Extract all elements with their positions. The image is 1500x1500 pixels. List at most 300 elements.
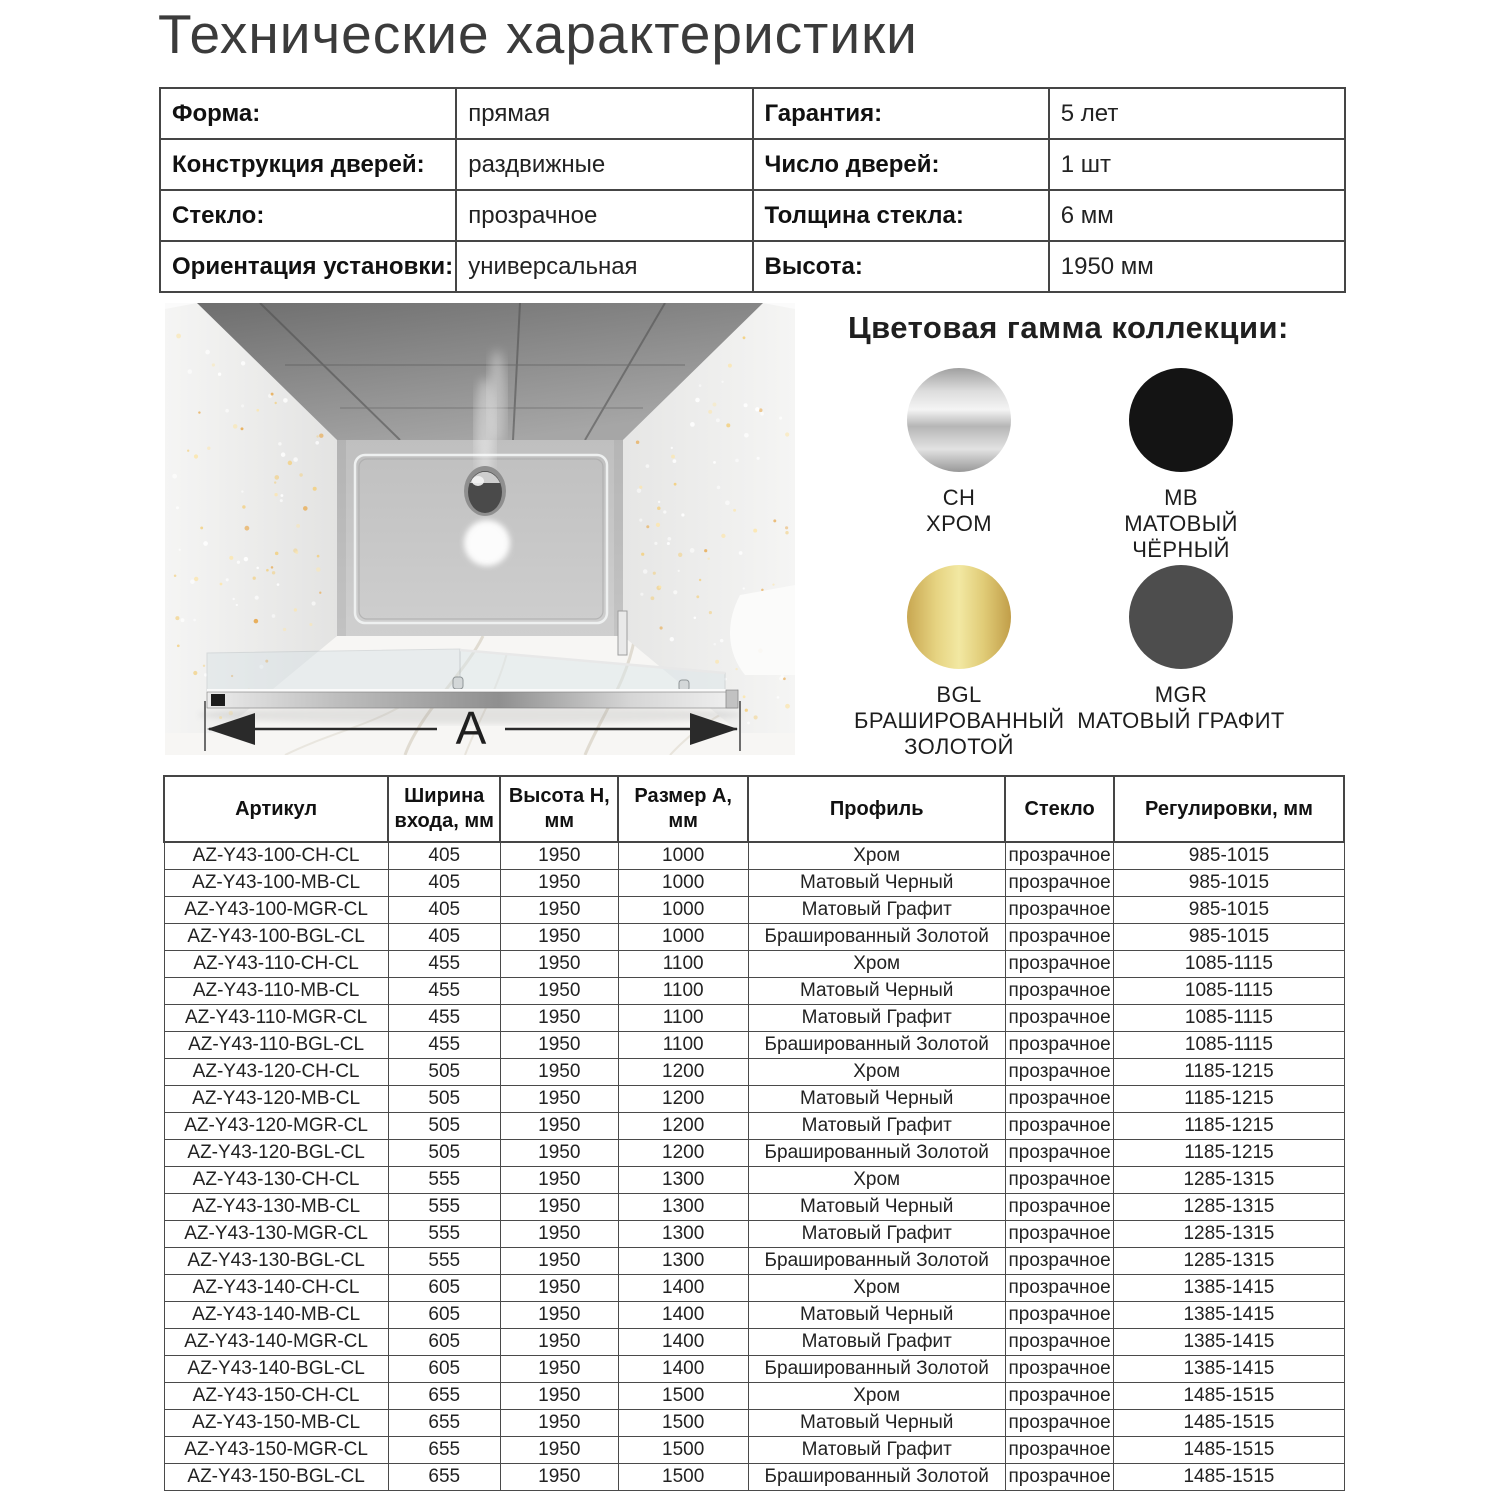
table-cell: 1950 [500,1194,618,1221]
wall-speckle [296,524,300,528]
wall-speckle [244,557,248,561]
swatch-name: БРАШИРОВАННЫЙ ЗОЛОТОЙ [854,708,1065,759]
products-column-header: Стекло [1005,776,1114,842]
swatch-label [926,485,992,537]
wall-speckle [319,592,321,594]
table-cell: AZ-Y43-100-CH-CL [164,842,388,870]
table-cell: 1500 [618,1383,748,1410]
table-cell: 1485-1515 [1114,1410,1344,1437]
table-cell: Матовый Черный [748,1194,1005,1221]
table-cell: 1950 [500,978,618,1005]
table-cell: прозрачное [1005,1275,1114,1302]
table-cell: 655 [388,1410,500,1437]
wall-speckle [699,579,701,581]
table-cell: 1950 [500,924,618,951]
table-row [164,1356,1344,1383]
table-cell: AZ-Y43-130-MGR-CL [164,1221,388,1248]
table-cell: 1950 [500,897,618,924]
wall-speckle [637,488,642,493]
wall-speckle [280,499,283,502]
table-cell: 1950 [500,870,618,897]
spec-value: 6 мм [1049,190,1345,241]
wall-speckle [659,586,662,589]
swatch-name: МАТОВЫЙ ЧЁРНЫЙ [1124,511,1238,562]
table-cell: 985-1015 [1114,842,1344,870]
wall-speckle [773,519,776,522]
wall-speckle [194,577,198,581]
table-cell: 1000 [618,924,748,951]
swatch-name: ХРОМ [926,511,992,536]
table-cell: 1085-1115 [1114,951,1344,978]
wall-speckle [187,450,189,452]
table-cell: AZ-Y43-110-BGL-CL [164,1032,388,1059]
table-cell: 1950 [500,842,618,870]
table-cell: 605 [388,1275,500,1302]
table-cell: 655 [388,1437,500,1464]
wall-speckle [274,493,277,496]
table-cell: 1285-1315 [1114,1167,1344,1194]
wall-speckle [226,578,229,581]
colors-section-title: Цветовая гамма коллекции: [848,310,1289,345]
table-cell: AZ-Y43-150-BGL-CL [164,1464,388,1491]
wall-speckle [696,595,699,598]
wall-speckle [694,617,697,620]
table-cell: AZ-Y43-140-MB-CL [164,1302,388,1329]
wall-speckle [713,461,716,464]
wall-speckle [281,452,286,457]
wall-speckle [785,526,788,529]
spec-label: Гарантия: [753,88,1049,139]
wall-speckle [176,506,179,509]
wall-speckle [708,410,712,414]
table-row [164,1437,1344,1464]
table-cell: Матовый Графит [748,897,1005,924]
table-cell: 985-1015 [1114,870,1344,897]
wall-speckle [733,509,736,512]
table-cell: AZ-Y43-140-MGR-CL [164,1329,388,1356]
wall-speckle [743,587,745,589]
spec-value: универсальная [456,241,752,292]
table-row [164,924,1344,951]
table-row [164,1086,1344,1113]
table-cell: 405 [388,842,500,870]
table-cell: 455 [388,1032,500,1059]
table-cell: Хром [748,1167,1005,1194]
table-cell: 1500 [618,1437,748,1464]
table-cell: 1185-1215 [1114,1086,1344,1113]
wall-speckle [181,618,185,622]
table-cell: 405 [388,870,500,897]
wall-speckle [203,665,205,667]
wall-speckle [673,590,677,594]
wall-speckle [233,598,235,600]
table-cell: AZ-Y43-150-MB-CL [164,1410,388,1437]
wall-speckle [646,525,649,528]
table-cell: 1950 [500,1113,618,1140]
wall-speckle [785,531,788,534]
products-column-header: Профиль [748,776,1005,842]
table-cell: прозрачное [1005,1059,1114,1086]
table-cell: 1385-1415 [1114,1302,1344,1329]
wall-speckle [241,361,245,365]
wall-speckle [728,364,732,368]
wall-speckle [780,675,784,679]
wall-speckle [218,373,221,376]
wall-speckle [667,537,671,541]
wall-speckle [176,334,181,339]
spec-label: Толщина стекла: [753,190,1049,241]
wall-speckle [309,623,312,626]
table-cell: прозрачное [1005,951,1114,978]
wall-speckle [690,548,695,553]
table-cell: 1950 [500,951,618,978]
table-cell: 1500 [618,1464,748,1491]
table-cell: прозрачное [1005,1302,1114,1329]
table-cell: 1085-1115 [1114,1005,1344,1032]
table-cell: 1100 [618,1005,748,1032]
table-cell: 1100 [618,978,748,1005]
wall-speckle [274,481,276,483]
table-cell: 1500 [618,1410,748,1437]
wall-speckle [715,660,719,664]
table-cell: 1400 [618,1329,748,1356]
wall-speckle [726,423,730,427]
table-cell: Матовый Черный [748,1302,1005,1329]
wall-speckle [236,604,238,606]
wall-speckle [212,363,215,366]
table-cell: 1950 [500,1005,618,1032]
spec-value: 1950 мм [1049,241,1345,292]
table-cell: 1950 [500,1032,618,1059]
specs-row [160,139,1345,190]
table-cell: 1485-1515 [1114,1383,1344,1410]
wall-speckle [744,403,748,407]
wall-speckle [671,455,675,459]
table-cell: прозрачное [1005,1113,1114,1140]
table-row [164,1329,1344,1356]
table-cell: прозрачное [1005,978,1114,1005]
wall-speckle [200,526,203,529]
wall-speckle [756,457,759,460]
wall-speckle [241,490,243,492]
specs-row [160,241,1345,292]
table-cell: 1950 [500,1221,618,1248]
table-row [164,978,1344,1005]
wall-speckle [194,454,198,458]
table-cell: AZ-Y43-130-BGL-CL [164,1248,388,1275]
swatch-code: BGL [936,682,982,707]
table-cell: AZ-Y43-100-BGL-CL [164,924,388,951]
wall-speckle [241,404,244,407]
wall-speckle [271,393,274,396]
table-cell: AZ-Y43-130-CH-CL [164,1167,388,1194]
spec-value: 1 шт [1049,139,1345,190]
wall-speckle [760,412,764,416]
products-column-header: Регулировки, мм [1114,776,1344,842]
wall-speckle [315,441,319,445]
wall-speckle [658,501,660,503]
wall-speckle [640,593,643,596]
table-row [164,1275,1344,1302]
wall-speckle [254,619,259,624]
table-cell: 605 [388,1329,500,1356]
table-cell: 555 [388,1248,500,1275]
wall-speckle [755,407,759,411]
table-cell: Брашированный Золотой [748,1356,1005,1383]
table-cell: AZ-Y43-150-CH-CL [164,1383,388,1410]
table-row [164,1005,1344,1032]
table-row [164,1302,1344,1329]
table-cell: Матовый Графит [748,1005,1005,1032]
table-cell: прозрачное [1005,924,1114,951]
wall-speckle [256,567,259,570]
wall-speckle [743,336,746,339]
products-column-header: Размер A, мм [618,776,748,842]
table-cell: 1285-1315 [1114,1221,1344,1248]
table-row [164,1059,1344,1086]
wall-speckle [175,616,179,620]
spec-label: Стекло: [160,190,456,241]
table-cell: прозрачное [1005,1140,1114,1167]
wall-speckle [190,579,195,584]
table-row [164,1140,1344,1167]
wall-speckle [266,569,269,572]
wall-speckle [313,487,317,491]
table-cell: 1300 [618,1248,748,1275]
table-cell: 1100 [618,951,748,978]
wall-speckle [203,541,208,546]
wall-speckle [198,411,200,413]
table-cell: 1385-1415 [1114,1329,1344,1356]
table-cell: 1285-1315 [1114,1248,1344,1275]
swatch-grid [848,368,1348,760]
wall-speckle [721,534,725,538]
wall-speckle [754,715,758,719]
spec-label: Ориентация установки: [160,241,456,292]
wall-speckle [670,637,674,641]
table-cell: 1950 [500,1248,618,1275]
wall-speckle [657,506,661,510]
swatch-label [854,682,1064,760]
dimension-label: A [455,702,487,754]
table-cell: 1185-1215 [1114,1113,1344,1140]
wall-speckle [747,721,750,724]
wall-speckle [713,643,716,646]
table-cell: Матовый Черный [748,1086,1005,1113]
color-swatch-bgl [854,565,1064,760]
wall-speckle [187,369,192,374]
table-cell: 1185-1215 [1114,1140,1344,1167]
wall-speckle [225,409,229,413]
table-row [164,1410,1344,1437]
table-cell: 1285-1315 [1114,1194,1344,1221]
swatch-label [1076,485,1286,563]
wall-speckle [319,433,323,437]
spec-value: прямая [456,88,752,139]
table-cell: прозрачное [1005,1221,1114,1248]
table-cell: прозрачное [1005,1410,1114,1437]
wall-speckle [277,583,280,586]
wall-speckle [772,584,774,586]
wall-speckle [709,611,712,614]
wall-speckle [681,513,684,516]
colors-section [848,310,1348,760]
table-cell: 455 [388,1005,500,1032]
wall-speckle [785,432,789,436]
table-cell: прозрачное [1005,897,1114,924]
table-cell: прозрачное [1005,1167,1114,1194]
wall-speckle [205,350,210,355]
table-cell: AZ-Y43-120-CH-CL [164,1059,388,1086]
spec-label: Форма: [160,88,456,139]
table-cell: 655 [388,1464,500,1491]
spec-value: прозрачное [456,190,752,241]
color-swatch-ch [907,368,1011,563]
wall-speckle [299,473,302,476]
table-cell: прозрачное [1005,842,1114,870]
table-cell: 1385-1415 [1114,1275,1344,1302]
spec-value: 5 лет [1049,88,1345,139]
table-cell: 1950 [500,1383,618,1410]
wall-speckle [717,486,721,490]
wall-speckle [639,519,642,522]
wall-speckle [673,459,677,463]
spec-label: Число дверей: [753,139,1049,190]
table-cell: AZ-Y43-100-MGR-CL [164,897,388,924]
table-cell: 1000 [618,870,748,897]
table-row [164,1221,1344,1248]
wall-speckle [744,433,749,438]
table-cell: Брашированный Золотой [748,1248,1005,1275]
table-cell: прозрачное [1005,1194,1114,1221]
specs-table-body [160,88,1345,292]
table-cell: AZ-Y43-120-BGL-CL [164,1140,388,1167]
wall-speckle [725,500,730,505]
wall-speckle [241,427,244,430]
spec-label: Конструкция дверей: [160,139,456,190]
products-column-header: Артикул [164,776,388,842]
table-cell: 1950 [500,1275,618,1302]
wall-speckle [646,464,650,468]
table-cell: прозрачное [1005,1464,1114,1491]
table-cell: 455 [388,951,500,978]
table-cell: 455 [388,978,500,1005]
wall-speckle [678,553,682,557]
products-table [163,775,1345,1491]
wall-speckle [704,549,707,552]
table-cell: 1300 [618,1221,748,1248]
wall-speckle [663,510,666,513]
wall-speckle [745,709,748,712]
wall-speckle [293,457,298,462]
wall-speckle [641,553,644,556]
table-row [164,1113,1344,1140]
table-cell: 1085-1115 [1114,978,1344,1005]
table-cell: прозрачное [1005,1356,1114,1383]
table-cell: 1000 [618,842,748,870]
table-row [164,897,1344,924]
specs-row [160,88,1345,139]
wall-speckle [278,442,281,445]
table-cell: Хром [748,1275,1005,1302]
table-row [164,870,1344,897]
wall-speckle [193,619,196,622]
table-cell: 1485-1515 [1114,1464,1344,1491]
specs-row [160,190,1345,241]
table-cell: 1950 [500,1059,618,1086]
table-cell: 1200 [618,1086,748,1113]
table-cell: 1385-1415 [1114,1356,1344,1383]
wall-speckle [172,474,177,479]
table-cell: 1950 [500,1086,618,1113]
wall-speckle [316,567,321,572]
table-cell: Матовый Графит [748,1437,1005,1464]
table-cell: 555 [388,1194,500,1221]
table-cell: 1100 [618,1032,748,1059]
table-cell: 605 [388,1356,500,1383]
rail-end-cap-right [726,690,738,708]
table-cell: AZ-Y43-110-MB-CL [164,978,388,1005]
table-cell: Брашированный Золотой [748,924,1005,951]
table-cell: 405 [388,897,500,924]
wall-speckle [721,381,723,383]
rail-end-cap-left [211,694,225,706]
table-row [164,1194,1344,1221]
table-cell: 655 [388,1383,500,1410]
table-cell: 1950 [500,1437,618,1464]
swatch-label [1077,682,1285,734]
table-row [164,1032,1344,1059]
table-cell: 1200 [618,1113,748,1140]
wall-speckle [753,529,757,533]
wall-speckle [288,461,292,465]
wall-speckle [707,557,709,559]
swatch-name: МАТОВЫЙ ГРАФИТ [1077,708,1285,733]
wall-speckle [256,409,259,412]
table-row [164,1167,1344,1194]
table-cell: Матовый Черный [748,978,1005,1005]
table-cell: 1300 [618,1167,748,1194]
table-cell: 985-1015 [1114,897,1344,924]
table-row [164,951,1344,978]
swatch-circle-icon [1129,565,1233,669]
wall-speckle [735,668,737,670]
table-cell: прозрачное [1005,1437,1114,1464]
color-swatch-mgr [1077,565,1285,760]
wall-speckle [233,424,238,429]
spec-value: раздвижные [456,139,752,190]
wall-speckle [207,447,210,450]
swatch-code: MB [1164,485,1198,510]
wall-speckle [177,644,180,647]
table-cell: прозрачное [1005,1032,1114,1059]
table-cell: прозрачное [1005,1329,1114,1356]
wall-speckle [713,403,717,407]
wall-speckle [275,402,277,404]
wall-speckle [785,704,790,709]
table-cell: 1200 [618,1059,748,1086]
table-cell: 1950 [500,1140,618,1167]
color-swatch-mb [1076,368,1286,563]
wall-speckle [651,596,655,600]
wall-speckle [656,523,660,527]
wall-speckle [690,422,695,427]
wall-speckle [777,696,780,699]
table-cell: 505 [388,1086,500,1113]
table-cell: 1085-1115 [1114,1032,1344,1059]
wall-speckle [294,608,297,611]
wall-speckle [636,441,640,445]
